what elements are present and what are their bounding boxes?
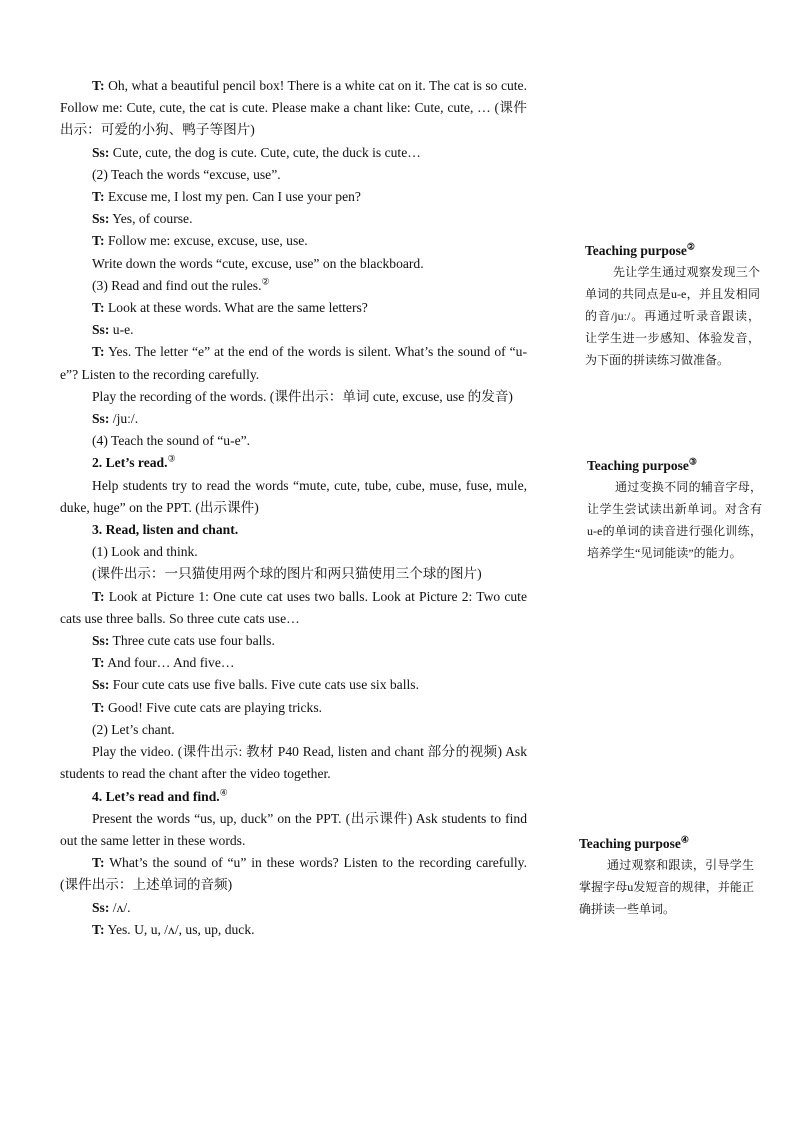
paragraph — [60, 475, 527, 519]
heading-text: 3. Read, listen and chant. — [92, 522, 239, 538]
speaker-label: T: — [92, 78, 105, 93]
paragraph — [60, 297, 527, 319]
paragraph — [60, 741, 527, 785]
paragraph-text: Four cute cats use five balls. Five cute cats use six balls. — [112, 677, 419, 693]
paragraph-text: Cute, cute, the dog is cute. Cute, cute, the duck is cute… — [112, 144, 421, 160]
paragraph — [60, 341, 527, 385]
paragraph — [60, 719, 527, 741]
paragraph — [60, 164, 527, 186]
paragraph — [60, 142, 527, 164]
footnote-marker: ② — [261, 276, 270, 287]
paragraph — [60, 186, 527, 208]
paragraph-text: Three cute cats use four balls. — [112, 633, 275, 649]
paragraph-text: Yes. U, u, /ʌ/, us, up, duck. — [107, 921, 255, 937]
speaker-label: Ss: — [92, 899, 110, 915]
speaker-label: Ss: — [92, 144, 110, 160]
paragraph — [60, 541, 527, 563]
paragraph-text: /juː/. — [112, 411, 139, 427]
paragraph-text: /ʌ/. — [112, 899, 131, 915]
paragraph — [60, 674, 527, 696]
paragraph — [60, 319, 527, 341]
paragraph — [60, 808, 527, 852]
paragraph — [60, 208, 527, 230]
paragraph-text: (2) Let’s chant. — [92, 721, 175, 737]
paragraph-text: Yes. The letter “e” at the end of the words is silent. What’s the sound of “u-e”? Listen to the recording carefully. — [60, 344, 527, 382]
paragraph — [60, 852, 527, 896]
paragraph-text: (2) Teach the words “excuse, use”. — [92, 166, 281, 182]
paragraph-text: Yes, of course. — [112, 211, 193, 227]
paragraph-text: Look at these words. What are the same letters? — [108, 300, 368, 316]
note-title-text: Teaching purpose — [585, 243, 687, 258]
footnote-marker: ② — [686, 241, 695, 252]
paragraph — [60, 386, 527, 408]
paragraph — [60, 230, 527, 252]
footnote-marker: ④ — [219, 786, 228, 797]
note-title — [579, 834, 754, 854]
note-title-text: Teaching purpose — [579, 836, 681, 851]
teaching-purpose-note-4 — [579, 834, 754, 920]
paragraph — [60, 408, 527, 430]
speaker-label: Ss: — [92, 677, 110, 693]
paragraph-text: Help students try to read the words “mute, cute, tube, cube, muse, fuse, mule, duke, huge” on the PPT. (出示课件) — [60, 477, 527, 515]
paragraph-text: And four… And five… — [107, 655, 235, 671]
speaker-label: T: — [92, 655, 105, 671]
section-heading — [60, 519, 527, 541]
paragraph-text: Write down the words “cute, excuse, use” on the blackboard. — [92, 255, 424, 271]
paragraph — [60, 75, 527, 142]
heading-text: 2. Let’s read. — [92, 455, 168, 471]
footnote-marker: ③ — [688, 456, 697, 467]
paragraph-text: What’s the sound of “u” in these words? Listen to the recording carefully. (课件出示：上述单词的音频) — [60, 855, 527, 893]
paragraph-text: Look at Picture 1: One cute cat uses two balls. Look at Picture 2: Two cute cats use three balls. So three cute cats use… — [60, 588, 527, 626]
speaker-label: T: — [92, 855, 105, 871]
speaker-label: T: — [92, 300, 105, 316]
section-heading — [60, 452, 527, 474]
paragraph — [60, 586, 527, 630]
paragraph — [60, 430, 527, 452]
paragraph — [60, 275, 527, 297]
note-title-text: Teaching purpose — [587, 458, 689, 473]
speaker-label: T: — [92, 699, 105, 715]
speaker-label: T: — [92, 344, 105, 360]
paragraph-text: (1) Look and think. — [92, 544, 198, 560]
note-body: 通过变换不同的辅音字母，让学生尝试读出新单词。对含有u-e的单词的读音进行强化训练，培养学生“见词能读”的能力。 — [587, 480, 762, 560]
footnote-marker: ④ — [680, 834, 689, 845]
note-title — [587, 456, 762, 476]
paragraph — [60, 563, 527, 585]
speaker-label: T: — [92, 233, 105, 249]
speaker-label: Ss: — [92, 411, 110, 427]
teaching-purpose-note-3 — [587, 456, 762, 564]
speaker-label: T: — [92, 189, 105, 205]
paragraph — [60, 897, 527, 919]
footnote-marker: ③ — [167, 453, 176, 464]
teaching-purpose-note-2 — [585, 241, 760, 371]
heading-text: 4. Let’s read and find. — [92, 788, 220, 804]
paragraph-text: Excuse me, I lost my pen. Can I use your pen? — [108, 189, 361, 205]
paragraph-text: (4) Teach the sound of “u-e”. — [92, 433, 251, 449]
paragraph — [60, 253, 527, 275]
section-heading — [60, 786, 527, 808]
lesson-body — [60, 75, 527, 941]
paragraph-text: Present the words “us, up, duck” on the PPT. (出示课件) Ask students to find out the same letter in these words. — [60, 810, 527, 848]
speaker-label: Ss: — [92, 322, 110, 338]
speaker-label: Ss: — [92, 211, 110, 227]
note-body: 先让学生通过观察发现三个单词的共同点是u-e，并且发相同的音/juː/。再通过听录音跟读，让学生进一步感知、体验发音，为下面的拼读练习做准备。 — [585, 265, 760, 367]
paragraph — [60, 919, 527, 941]
note-body: 通过观察和跟读，引导学生掌握字母u发短音的规律，并能正确拼读一些单词。 — [579, 858, 754, 916]
paragraph-text: u-e. — [112, 322, 134, 338]
paragraph-text: Good! Five cute cats are playing tricks. — [108, 699, 323, 715]
speaker-label: T: — [92, 588, 105, 604]
paragraph-text: Play the video. (课件出示: 教材 P40 Read, listen and chant 部分的视频) Ask students to read the chant after the video together. — [60, 744, 527, 782]
speaker-label: T: — [92, 921, 105, 937]
paragraph-text: (课件出示：一只猫使用两个球的图片和两只猫使用三个球的图片) — [92, 566, 482, 582]
paragraph — [60, 697, 527, 719]
paragraph — [60, 630, 527, 652]
note-title — [585, 241, 760, 261]
paragraph — [60, 652, 527, 674]
paragraph-text: Oh, what a beautiful pencil box! There is a white cat on it. The cat is so cute. Follow me: Cute, cute, the cat is cute. Please make a chant like: Cute, cute, … (课件出示：可爱的小狗、鸭子等图片) — [60, 78, 527, 138]
paragraph-text: Follow me: excuse, excuse, use, use. — [108, 233, 308, 249]
paragraph-text: (3) Read and find out the rules. — [92, 277, 262, 293]
speaker-label: Ss: — [92, 633, 110, 649]
paragraph-text: Play the recording of the words. (课件出示：单词 cute, excuse, use 的发音) — [92, 388, 513, 404]
